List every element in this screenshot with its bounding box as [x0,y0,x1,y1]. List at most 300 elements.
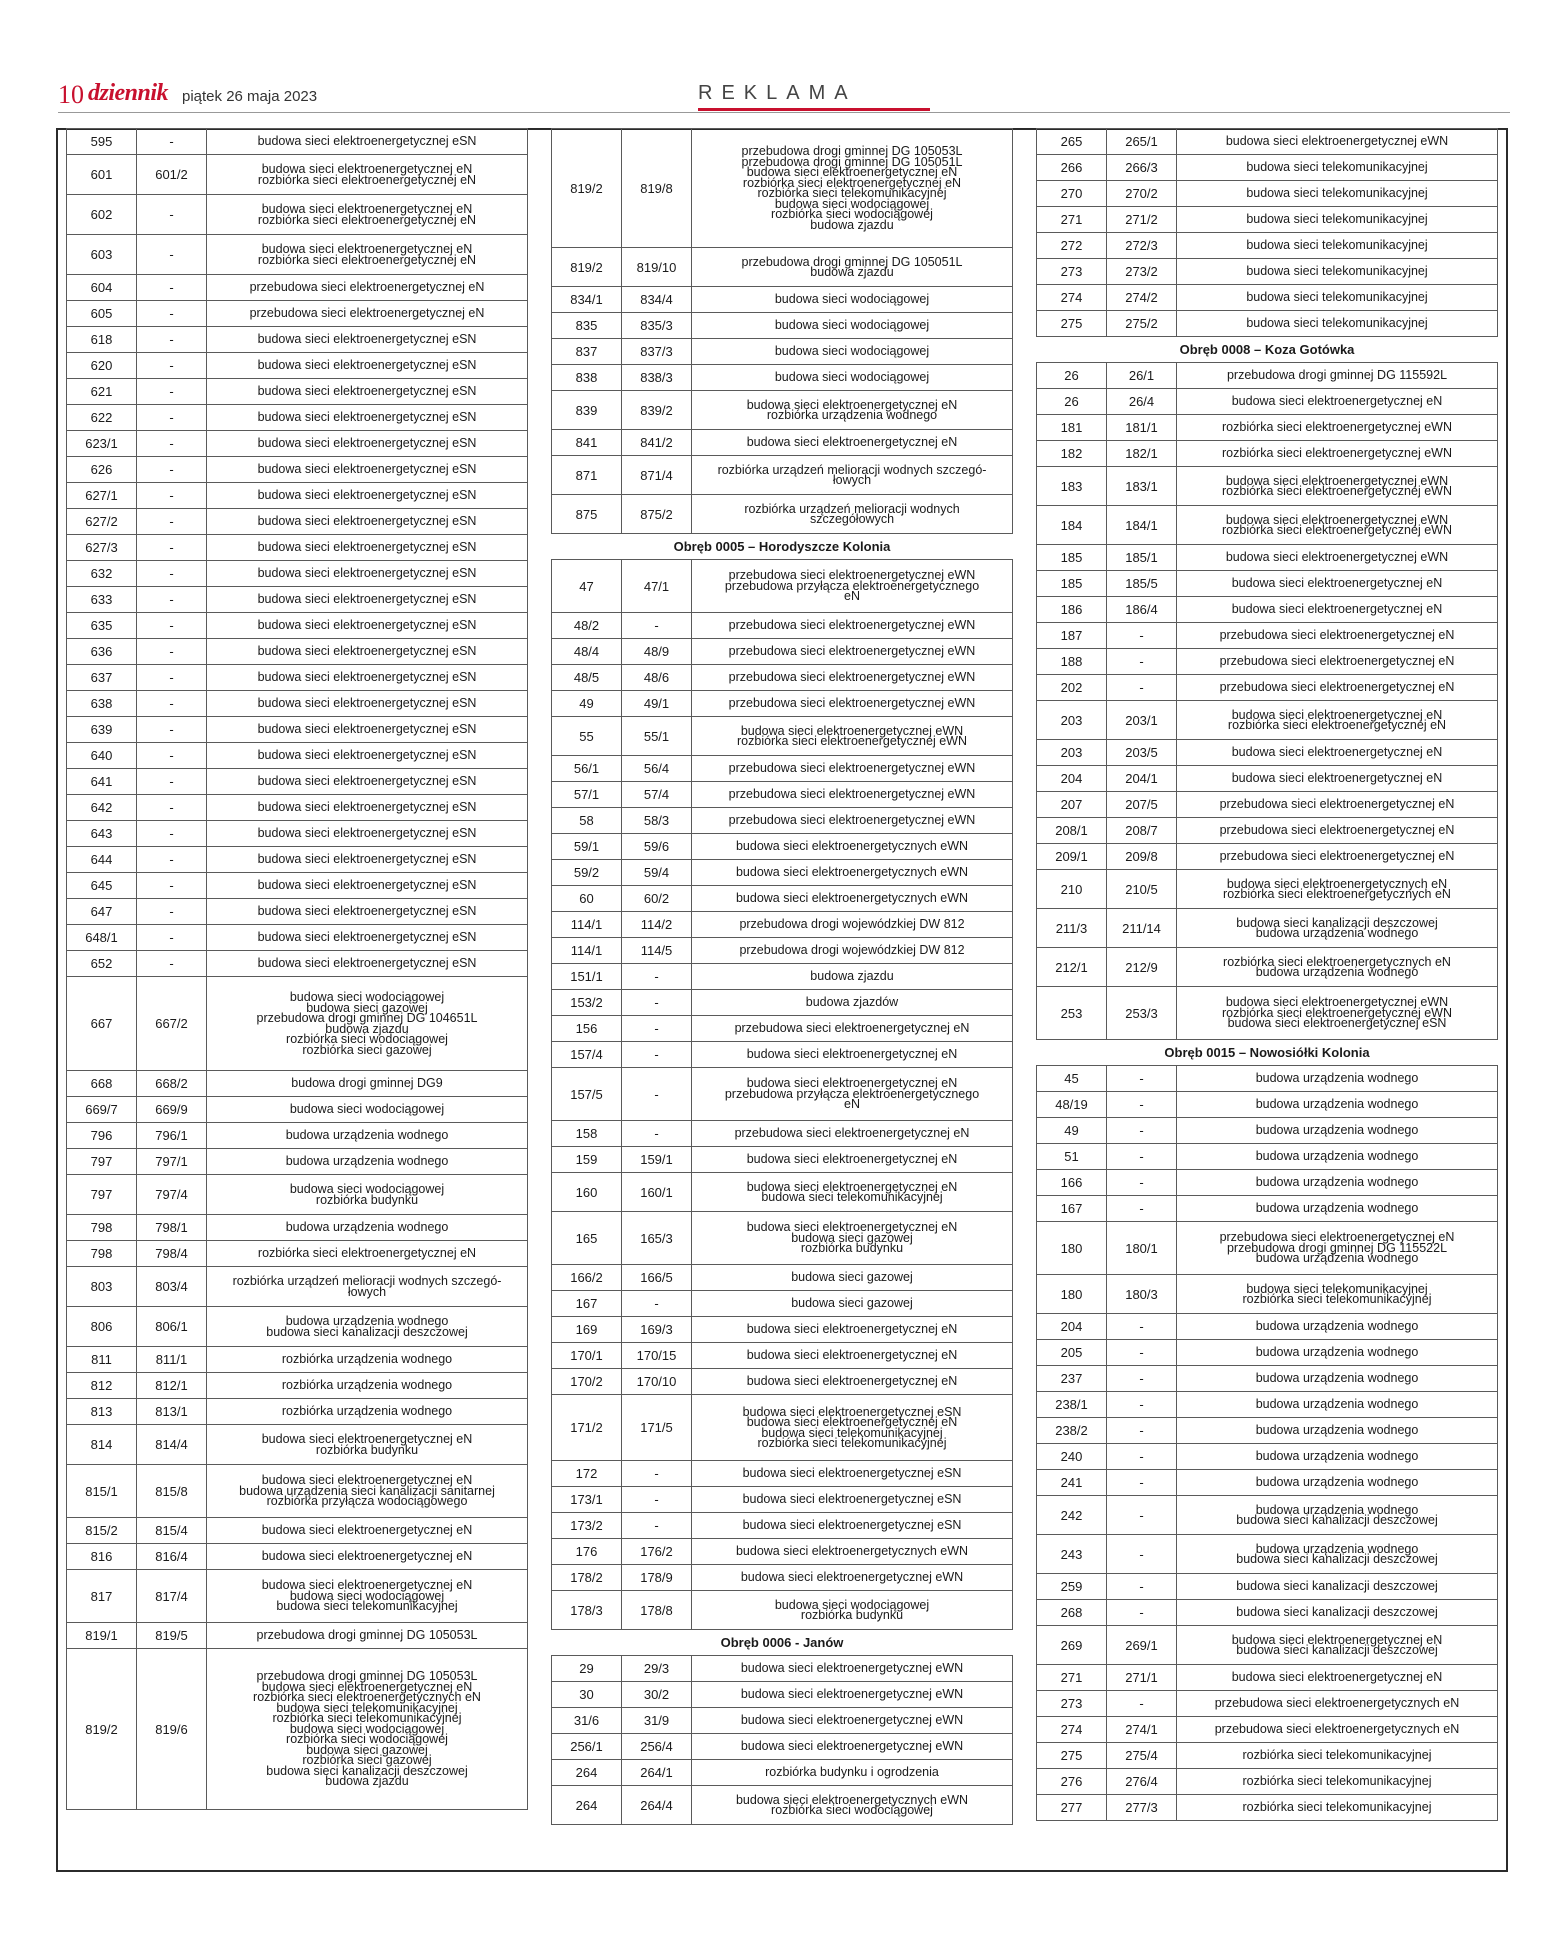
description-line: budowa sieci telekomunikacyjnej [1246,264,1428,279]
description-line: budowa sieci wodociągowej [774,370,930,385]
description-line: budowa sieci elektroenergetycznej eN [746,165,958,179]
description-line: budowa sieci elektroenergetycznych eWN [735,839,969,854]
new-parcel-number: 835/3 [622,313,692,339]
works-description [1177,1366,1498,1392]
table-row [67,1373,528,1399]
works-description [207,1373,528,1399]
description-line: budowa urządzenia wodnego [1255,965,1419,979]
new-parcel-number: 26/4 [1107,389,1177,415]
new-parcel-number: 185/5 [1107,571,1177,597]
table-row [1037,909,1498,948]
parcel-number: 153/2 [552,990,622,1016]
works-description [1177,1444,1498,1470]
description-line: przebudowa sieci elektroenergetycznej eWN [728,787,976,802]
works-description [207,327,528,353]
description-line: przebudowa sieci elektroenergetycznej eN [734,1021,970,1036]
description-line: przebudowa sieci elektroenergetycznej eWN [728,761,976,776]
parcel-number: 811 [67,1347,137,1373]
works-description [692,756,1013,782]
new-parcel-number: 159/1 [622,1147,692,1173]
works-description [692,248,1013,287]
description-line: przebudowa sieci elektroenergetycznej eWN [728,813,976,828]
new-parcel-number: 275/2 [1107,311,1177,337]
section-heading-row [1037,337,1498,363]
new-parcel-number: 160/1 [622,1173,692,1212]
new-parcel-number: 834/4 [622,287,692,313]
table-row [552,782,1013,808]
description-line: budowa sieci kanalizacji deszczowej [1236,915,1438,930]
works-description [692,1565,1013,1591]
table-row [67,561,528,587]
new-parcel-number: - [137,769,207,795]
parcel-number: 178/3 [552,1591,622,1630]
parcel-number: 621 [67,379,137,405]
works-description [692,495,1013,534]
parcel-number: 185 [1037,545,1107,571]
works-description [692,1317,1013,1343]
description-line: budowa sieci elektroenergetycznej eSN [257,436,477,451]
description-line: przebudowa sieci elektroenergetycznej eN [1219,654,1455,669]
description-line: budowa sieci elektroenergetycznej eN [1231,576,1443,591]
description-line: budowa urządzenia wodnego [1255,1345,1419,1360]
works-description [207,821,528,847]
works-description [207,1425,528,1465]
works-description [207,1097,528,1123]
table-row [552,964,1013,990]
table-row [1037,1665,1498,1691]
table-row [1037,441,1498,467]
table-row [1037,987,1498,1040]
parcel-number: 57/1 [552,782,622,808]
works-description [1177,181,1498,207]
description-line: budowa sieci elektroenergetycznej eSN [257,774,477,789]
parcel-number: 114/1 [552,938,622,964]
section-heading-row [552,534,1013,560]
parcel-number: 637 [67,665,137,691]
table-row [1037,1144,1498,1170]
description-line: rozbiórka urządzenia wodnego [766,408,938,422]
parcel-number: 178/2 [552,1565,622,1591]
description-line: budowa sieci elektroenergetycznej eN [746,1076,958,1091]
table-row [1037,1196,1498,1222]
new-parcel-number: 58/3 [622,808,692,834]
new-parcel-number: - [1107,1574,1177,1600]
new-parcel-number: - [1107,1144,1177,1170]
table-row [67,1544,528,1570]
section-underline [698,108,930,111]
parcel-number: 211/3 [1037,909,1107,948]
parcel-number: 184 [1037,506,1107,545]
description-line: budowa sieci elektroenergetycznej eWN [1225,134,1449,149]
table-row [67,639,528,665]
description-line: budowa urządzenia wodnego [1255,1502,1419,1517]
new-parcel-number: 817/4 [137,1570,207,1623]
table-row [552,613,1013,639]
works-description [1177,1717,1498,1743]
table-row [552,313,1013,339]
publication-date: piątek 26 maja 2023 [182,88,318,105]
description-line: rozbiórka sieci elektroenergetycznych eN [1223,887,1451,901]
works-description [692,1042,1013,1068]
parcel-number: 173/1 [552,1487,622,1513]
description-line: budowa sieci kanalizacji deszczowej [1236,1513,1438,1527]
table-row [552,886,1013,912]
description-line: rozbiórka urządzenia wodnego [281,1378,453,1393]
description-line: przebudowa sieci elektroenergetycznej eWN [728,696,976,711]
newspaper-logo: dziennik [88,80,169,106]
new-parcel-number: - [137,235,207,275]
new-parcel-number: 277/3 [1107,1795,1177,1821]
works-description [1177,1092,1498,1118]
table-row [552,1708,1013,1734]
description-line: budowa urządzenia wodnego [1255,1397,1419,1412]
description-line: budowa sieci kanalizacji deszczowej [1236,1605,1438,1620]
parcel-number: 835 [552,313,622,339]
parcel-number: 603 [67,235,137,275]
table-row [552,938,1013,964]
description-line: przebudowa drogi wojewódzkiej DW 812 [739,917,965,932]
new-parcel-number: - [137,129,207,155]
parcel-number: 55 [552,717,622,756]
description-line: rozbiórka sieci telekomunikacyjnej [757,1436,947,1450]
works-description [692,430,1013,456]
table-row [1037,623,1498,649]
table-row [552,456,1013,495]
parcel-number: 277 [1037,1795,1107,1821]
parcel-number: 51 [1037,1144,1107,1170]
works-description [207,301,528,327]
new-parcel-number: 183/1 [1107,467,1177,506]
new-parcel-number: - [137,195,207,235]
description-line: budowa sieci elektroenergetycznej eN [1231,1632,1443,1647]
works-description [1177,1170,1498,1196]
new-parcel-number: 274/1 [1107,1717,1177,1743]
table-row [552,391,1013,430]
parcel-number: 641 [67,769,137,795]
parcel-number: 817 [67,1570,137,1623]
description-line: rozbiórka budynku [800,1241,904,1256]
parcel-number: 635 [67,613,137,639]
table-row [67,1307,528,1347]
new-parcel-number: 837/3 [622,339,692,365]
table-row [552,1682,1013,1708]
description-line: budowa sieci elektroenergetycznej eN [261,1549,473,1564]
table-row [1037,818,1498,844]
parcel-number: 265 [1037,129,1107,155]
parcel-number: 159 [552,1147,622,1173]
description-line: budowa sieci elektroenergetycznej eN [1231,745,1443,760]
table-row [552,834,1013,860]
table-row [552,560,1013,613]
parcel-number: 647 [67,899,137,925]
works-description [692,391,1013,430]
table-row [1037,1275,1498,1314]
works-description [1177,1769,1498,1795]
parcel-number: 238/2 [1037,1418,1107,1444]
new-parcel-number: - [137,743,207,769]
description-line: rozbiórka sieci elektroenergetycznej eWN [1222,523,1452,537]
works-description [1177,207,1498,233]
new-parcel-number: 180/1 [1107,1222,1177,1275]
works-description [207,1071,528,1097]
works-description [1177,909,1498,948]
works-description [207,1307,528,1347]
table-row [552,756,1013,782]
new-parcel-number: - [137,301,207,327]
new-parcel-number: 182/1 [1107,441,1177,467]
works-description [1177,571,1498,597]
parcel-number: 622 [67,405,137,431]
works-description [1177,818,1498,844]
description-line: budowa sieci wodociągowej [289,1588,445,1603]
table-row [1037,155,1498,181]
description-line: budowa sieci elektroenergetycznej eN [746,1152,958,1167]
new-parcel-number: - [137,873,207,899]
table-row [67,1267,528,1307]
description-line: budowa sieci elektroenergetycznej eN [1231,707,1443,722]
works-description [692,691,1013,717]
works-description [207,795,528,821]
works-description [1177,389,1498,415]
description-line: rozbiórka budynku [315,1192,419,1207]
new-parcel-number: - [137,925,207,951]
new-parcel-number: - [622,1121,692,1147]
table-row [552,495,1013,534]
new-parcel-number: - [1107,1691,1177,1717]
parcel-number: 29 [552,1656,622,1682]
table-row [552,1265,1013,1291]
works-description [1177,1196,1498,1222]
description-line: rozbiórka sieci elektroenergetycznej eWN [1222,446,1452,461]
table-row [1037,948,1498,987]
description-line: budowa sieci telekomunikacyjnej [1246,1281,1428,1296]
works-description [207,1399,528,1425]
works-description [1177,1066,1498,1092]
table-row [552,1539,1013,1565]
new-parcel-number: 668/2 [137,1071,207,1097]
parcel-number: 633 [67,587,137,613]
new-parcel-number: 48/6 [622,665,692,691]
table-row [1037,545,1498,571]
works-description [692,129,1013,248]
new-parcel-number: - [1107,1535,1177,1574]
works-description [1177,1314,1498,1340]
works-description [207,1175,528,1215]
parcel-number: 158 [552,1121,622,1147]
works-description [692,1656,1013,1682]
parcel-number: 176 [552,1539,622,1565]
table-row [67,951,528,977]
parcel-number: 181 [1037,415,1107,441]
description-line: przebudowa przyłącza elektroenergetycznego [724,1086,980,1101]
parcel-number: 623/1 [67,431,137,457]
new-parcel-number: - [622,1016,692,1042]
parcel-number: 210 [1037,870,1107,909]
parcel-number: 806 [67,1307,137,1347]
description-line: budowa sieci wodociągowej [289,1102,445,1117]
works-description [1177,1144,1498,1170]
parcel-number: 838 [552,365,622,391]
parcel-number: 48/2 [552,613,622,639]
table-row [552,1042,1013,1068]
new-parcel-number: 271/1 [1107,1665,1177,1691]
description-line: budowa sieci elektroenergetycznej eN [746,1220,958,1235]
works-description [692,1760,1013,1786]
works-description [692,964,1013,990]
new-parcel-number: - [1107,1118,1177,1144]
description-line: budowa urządzenia wodnego [285,1220,449,1235]
description-line: budowa sieci elektroenergetycznych eWN [735,1792,969,1807]
parcel-number: 183 [1037,467,1107,506]
works-description [692,1212,1013,1265]
new-parcel-number: 114/5 [622,938,692,964]
parcel-number: 243 [1037,1535,1107,1574]
new-parcel-number: 170/15 [622,1343,692,1369]
works-description [1177,259,1498,285]
new-parcel-number: - [137,457,207,483]
works-description [207,275,528,301]
parcel-number: 264 [552,1760,622,1786]
description-line: budowa sieci elektroenergetycznej eN [746,397,958,412]
table-row [1037,1418,1498,1444]
works-description [1177,415,1498,441]
table-row [67,1649,528,1810]
new-parcel-number: 184/1 [1107,506,1177,545]
works-description [1177,1118,1498,1144]
parcel-number: 834/1 [552,287,622,313]
new-parcel-number: 819/10 [622,248,692,287]
new-parcel-number: 165/3 [622,1212,692,1265]
description-line: budowa sieci elektroenergetycznej eN [261,202,473,216]
description-line: budowa sieci elektroenergetycznych eWN [735,891,969,906]
table-row [67,613,528,639]
description-line: budowa sieci elektroenergetycznej eWN [1225,512,1449,527]
description-line: budowa sieci elektroenergetycznej eSN [257,878,477,893]
table-row [552,1291,1013,1317]
description-line: rozbiórka sieci elektroenergetycznej eWN [737,734,967,748]
table-row [1037,207,1498,233]
works-description [692,912,1013,938]
parcel-number: 212/1 [1037,948,1107,987]
parcel-number: 841 [552,430,622,456]
works-description [207,639,528,665]
table-row [67,1175,528,1215]
table-row [1037,571,1498,597]
table-row [552,287,1013,313]
description-line: budowa sieci elektroenergetycznej eSN [257,358,477,373]
description-line: budowa sieci elektroenergetycznej eN [746,435,958,450]
parcel-number: 204 [1037,1314,1107,1340]
description-line: rozbiórka sieci telekomunikacyjnej [1242,1774,1432,1789]
description-line: budowa urządzenia wodnego [1255,1201,1419,1216]
description-line: budowa sieci elektroenergetycznej eWN [740,1739,964,1754]
description-line: budowa sieci elektroenergetycznej eSN [742,1404,962,1419]
new-parcel-number: 212/9 [1107,948,1177,987]
works-description [1177,1470,1498,1496]
table-row [67,1425,528,1465]
new-parcel-number: 815/8 [137,1465,207,1518]
table-row [552,129,1013,248]
parcel-number: 180 [1037,1275,1107,1314]
description-line: rozbiórka sieci elektroenergetycznej eN [257,172,477,187]
new-parcel-number: - [1107,1092,1177,1118]
parcel-number: 627/2 [67,509,137,535]
new-parcel-number: - [1107,1196,1177,1222]
new-parcel-number: 269/1 [1107,1626,1177,1665]
table-row [1037,311,1498,337]
table-row [67,1215,528,1241]
description-line: budowa sieci elektroenergetycznej eWN [1225,995,1449,1010]
table-row [1037,1743,1498,1769]
table-row [67,1518,528,1544]
new-parcel-number: 208/7 [1107,818,1177,844]
parcel-number: 275 [1037,311,1107,337]
parcel-number: 620 [67,353,137,379]
works-description [1177,155,1498,181]
description-line: budowa drogi gminnej DG9 [291,1076,443,1091]
new-parcel-number: 203/5 [1107,740,1177,766]
description-line: rozbiórka urządzenia wodnego [281,1352,453,1367]
description-line: szczegółowych [809,512,895,526]
parcel-number: 837 [552,339,622,365]
description-line: rozbiórka budynku [315,1442,419,1457]
description-line: przebudowa sieci elektroenergetycznej eWN [728,568,976,583]
new-parcel-number: 47/1 [622,560,692,613]
works-description [207,1241,528,1267]
table-row [1037,766,1498,792]
description-line: budowa sieci elektroenergetycznej eSN [257,722,477,737]
new-parcel-number: - [137,431,207,457]
new-parcel-number: - [137,379,207,405]
new-parcel-number: 170/10 [622,1369,692,1395]
description-line: budowa sieci elektroenergetycznej eN [746,1348,958,1363]
new-parcel-number: 166/5 [622,1265,692,1291]
new-parcel-number: 797/4 [137,1175,207,1215]
parcel-number: 203 [1037,701,1107,740]
description-line: budowa urządzenia wodnego [1255,1123,1419,1138]
new-parcel-number: 265/1 [1107,129,1177,155]
description-line: łowych [832,473,872,487]
description-line: przebudowa sieci elektroenergetycznej eN [1219,823,1455,838]
table-row [1037,844,1498,870]
description-line: rozbiórka sieci wodociągowej [286,1732,448,1747]
new-parcel-number: 814/4 [137,1425,207,1465]
works-description [207,431,528,457]
parcel-number: 151/1 [552,964,622,990]
parcel-number: 274 [1037,1717,1107,1743]
new-parcel-number: - [137,275,207,301]
new-parcel-number: 667/2 [137,977,207,1071]
parcel-number: 271 [1037,1665,1107,1691]
parcel-number: 644 [67,847,137,873]
table-row [1037,467,1498,506]
parcel-number: 839 [552,391,622,430]
description-line: budowa sieci elektroenergetycznej eN [261,1473,473,1488]
table-row [1037,1170,1498,1196]
table-row [1037,1340,1498,1366]
new-parcel-number: 276/4 [1107,1769,1177,1795]
works-description [207,587,528,613]
parcel-number: 638 [67,691,137,717]
description-line: rozbiórka urządzeń melioracji wodnych [744,501,960,516]
description-line: rozbiórka sieci telekomunikacyjnej [757,186,947,200]
parcel-number: 202 [1037,675,1107,701]
table-row [552,1760,1013,1786]
new-parcel-number: - [137,327,207,353]
new-parcel-number: 796/1 [137,1123,207,1149]
works-description [692,1068,1013,1121]
new-parcel-number: - [1107,1314,1177,1340]
